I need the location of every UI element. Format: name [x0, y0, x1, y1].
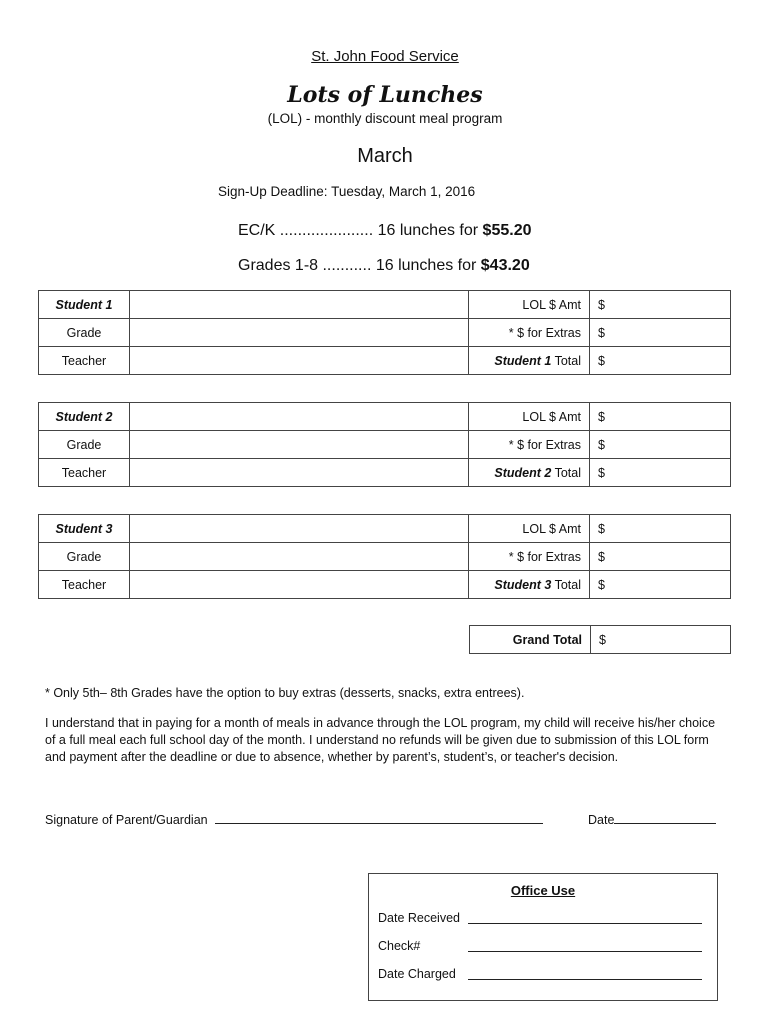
office-row-label: Date Charged — [378, 967, 456, 981]
student-name-field[interactable] — [130, 403, 469, 431]
signup-deadline: Sign-Up Deadline: Tuesday, March 1, 2016 — [218, 184, 476, 199]
office-row-field[interactable] — [468, 979, 702, 980]
extras-field[interactable]: $ — [590, 319, 731, 347]
extras-label: * $ for Extras — [469, 319, 590, 347]
month-heading: March — [357, 145, 413, 167]
date-line — [588, 811, 716, 827]
grade-label: Grade — [39, 431, 130, 459]
org-name: St. John Food Service — [311, 48, 459, 65]
grand-total-label: Grand Total — [470, 626, 591, 654]
teacher-label: Teacher — [39, 347, 130, 375]
office-row-date-charged — [378, 967, 708, 983]
office-row-label: Date Received — [378, 911, 460, 925]
student-3-table — [38, 514, 731, 599]
extras-note: * Only 5th– 8th Grades have the option to buy extras (desserts, snacks, extra entrees). — [45, 686, 525, 700]
grade-field[interactable] — [130, 431, 469, 459]
agreement-text: I understand that in paying for a month of meals in advance through the LOL program, my child will receive his/her choice of a full meal each full school day of the month. I understand no refunds will be given due to submission of this LOL form and payment after the deadline or due to absence, whether by parent’s, student’s, or teacher's decision. — [45, 716, 716, 764]
lol-amt-label: LOL $ Amt — [469, 403, 590, 431]
student-name-field[interactable] — [130, 291, 469, 319]
student-2-table — [38, 402, 731, 487]
grand-total-table — [469, 625, 731, 654]
student-1-table — [38, 290, 731, 375]
student-name-field[interactable] — [130, 515, 469, 543]
grade-field[interactable] — [130, 319, 469, 347]
extras-field[interactable]: $ — [590, 543, 731, 571]
office-row-label: Check# — [378, 939, 421, 953]
teacher-field[interactable] — [130, 459, 469, 487]
teacher-label: Teacher — [39, 459, 130, 487]
price-line-eck: EC/K ..................... 16 lunches for $55.20 — [238, 222, 532, 239]
student-label: Student 2 — [39, 403, 130, 431]
lol-amt-label: LOL $ Amt — [469, 515, 590, 543]
student-total-label: Student 2 Total — [469, 459, 590, 487]
signature-line — [45, 811, 543, 827]
office-row-check — [378, 939, 708, 955]
student-total-field[interactable]: $ — [590, 571, 731, 599]
office-row-date-received — [378, 911, 708, 927]
grade-label: Grade — [39, 319, 130, 347]
signature-label: Signature of Parent/Guardian — [45, 813, 208, 827]
form-subtitle: (LOL) - monthly discount meal program — [267, 111, 503, 126]
grade-field[interactable] — [130, 543, 469, 571]
office-use-title: Office Use — [510, 883, 576, 898]
office-use-box — [368, 873, 718, 1001]
student-total-field[interactable]: $ — [590, 459, 731, 487]
lol-amt-field[interactable]: $ — [590, 515, 731, 543]
lol-amt-field[interactable]: $ — [590, 291, 731, 319]
student-total-field[interactable]: $ — [590, 347, 731, 375]
teacher-field[interactable] — [130, 347, 469, 375]
student-total-label: Student 1 Total — [469, 347, 590, 375]
signature-field[interactable] — [215, 811, 543, 824]
office-row-field[interactable] — [468, 923, 702, 924]
teacher-label: Teacher — [39, 571, 130, 599]
grade-label: Grade — [39, 543, 130, 571]
date-field[interactable] — [614, 811, 716, 824]
lol-amt-field[interactable]: $ — [590, 403, 731, 431]
extras-label: * $ for Extras — [469, 431, 590, 459]
grand-total-field[interactable]: $ — [591, 626, 731, 654]
student-label: Student 1 — [39, 291, 130, 319]
price-line-grades: Grades 1-8 ........... 16 lunches for $43.20 — [238, 257, 530, 274]
date-label: Date — [588, 813, 615, 827]
student-total-label: Student 3 Total — [469, 571, 590, 599]
form-title: Lots of Lunches — [287, 82, 483, 108]
lol-amt-label: LOL $ Amt — [469, 291, 590, 319]
office-row-field[interactable] — [468, 951, 702, 952]
extras-field[interactable]: $ — [590, 431, 731, 459]
extras-label: * $ for Extras — [469, 543, 590, 571]
teacher-field[interactable] — [130, 571, 469, 599]
student-label: Student 3 — [39, 515, 130, 543]
